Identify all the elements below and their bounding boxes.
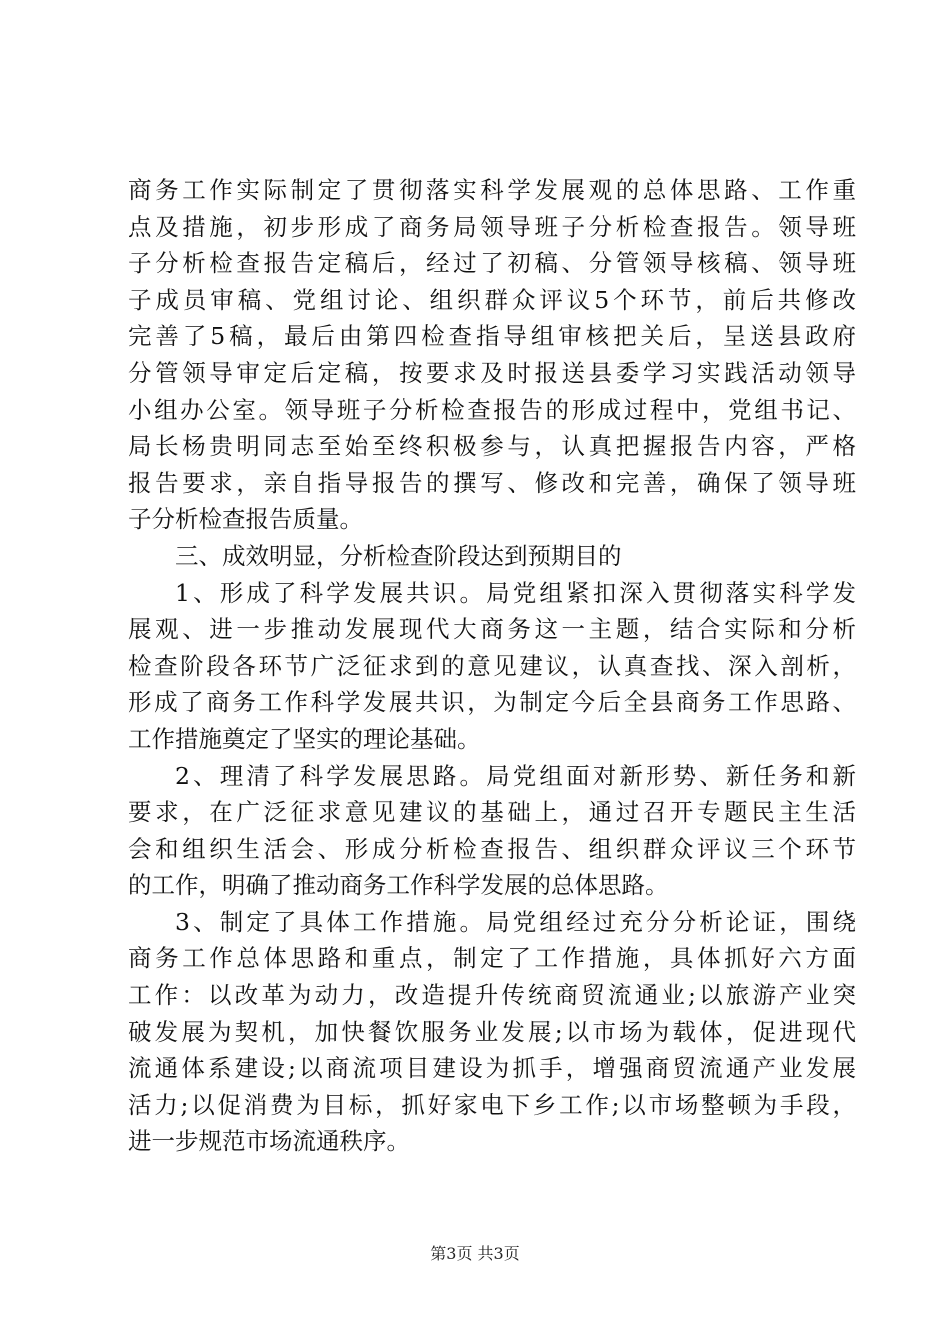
text-line: 工作：以改革为动力，改造提升传统商贸流通业;以旅游产业突	[128, 981, 856, 1010]
page-footer: 第3页 共3页	[430, 1244, 520, 1263]
body-text	[128, 172, 856, 1160]
text-line: 展观、进一步推动发展现代大商务这一主题，结合实际和分析	[128, 615, 856, 644]
text-line: 工作措施奠定了坚实的理论基础。	[128, 724, 481, 753]
text-line: 点及措施，初步形成了商务局领导班子分析检查报告。领导班	[128, 212, 856, 241]
text-line: 活力;以促消费为目标，抓好家电下乡工作;以市场整顿为手段，	[128, 1090, 856, 1119]
text-line: 三、成效明显，分析检查阶段达到预期目的	[175, 541, 622, 570]
text-line: 的工作，明确了推动商务工作科学发展的总体思路。	[128, 871, 669, 900]
text-line: 完善了5稿，最后由第四检查指导组审核把关后，呈送县政府	[128, 322, 856, 351]
text-line: 3、制定了具体工作措施。局党组经过充分分析论证，围绕	[175, 907, 856, 936]
text-line: 会和组织生活会、形成分析检查报告、组织群众评议三个环节	[128, 834, 856, 863]
text-line: 报告要求，亲自指导报告的撰写、修改和完善，确保了领导班	[128, 468, 856, 497]
text-line: 破发展为契机，加快餐饮服务业发展;以市场为载体，促进现代	[128, 1017, 856, 1046]
text-line: 1、形成了科学发展共识。局党组紧扣深入贯彻落实科学发	[175, 578, 856, 607]
text-line: 2、理清了科学发展思路。局党组面对新形势、新任务和新	[175, 761, 856, 790]
text-line: 子分析检查报告质量。	[128, 505, 363, 534]
text-line: 要求，在广泛征求意见建议的基础上，通过召开专题民主生活	[128, 798, 856, 827]
text-line: 商务工作总体思路和重点，制定了工作措施，具体抓好六方面	[128, 944, 856, 973]
text-line: 商务工作实际制定了贯彻落实科学发展观的总体思路、工作重	[128, 176, 856, 204]
text-line: 进一步规范市场流通秩序。	[128, 1127, 410, 1156]
text-line: 子分析检查报告定稿后，经过了初稿、分管领导核稿、领导班	[128, 249, 856, 278]
text-line: 流通体系建设;以商流项目建设为抓手，增强商贸流通产业发展	[128, 1054, 856, 1083]
text-line: 分管领导审定后定稿，按要求及时报送县委学习实践活动领导	[128, 358, 856, 387]
text-line: 检查阶段各环节广泛征求到的意见建议，认真查找、深入剖析，	[128, 651, 856, 680]
text-line: 小组办公室。领导班子分析检查报告的形成过程中，党组书记、	[128, 395, 856, 424]
text-line: 形成了商务工作科学发展共识，为制定今后全县商务工作思路、	[128, 688, 856, 717]
text-line: 局长杨贵明同志至始至终积极参与，认真把握报告内容，严格	[128, 432, 856, 461]
text-line: 子成员审稿、党组讨论、组织群众评议5个环节，前后共修改	[128, 285, 856, 314]
